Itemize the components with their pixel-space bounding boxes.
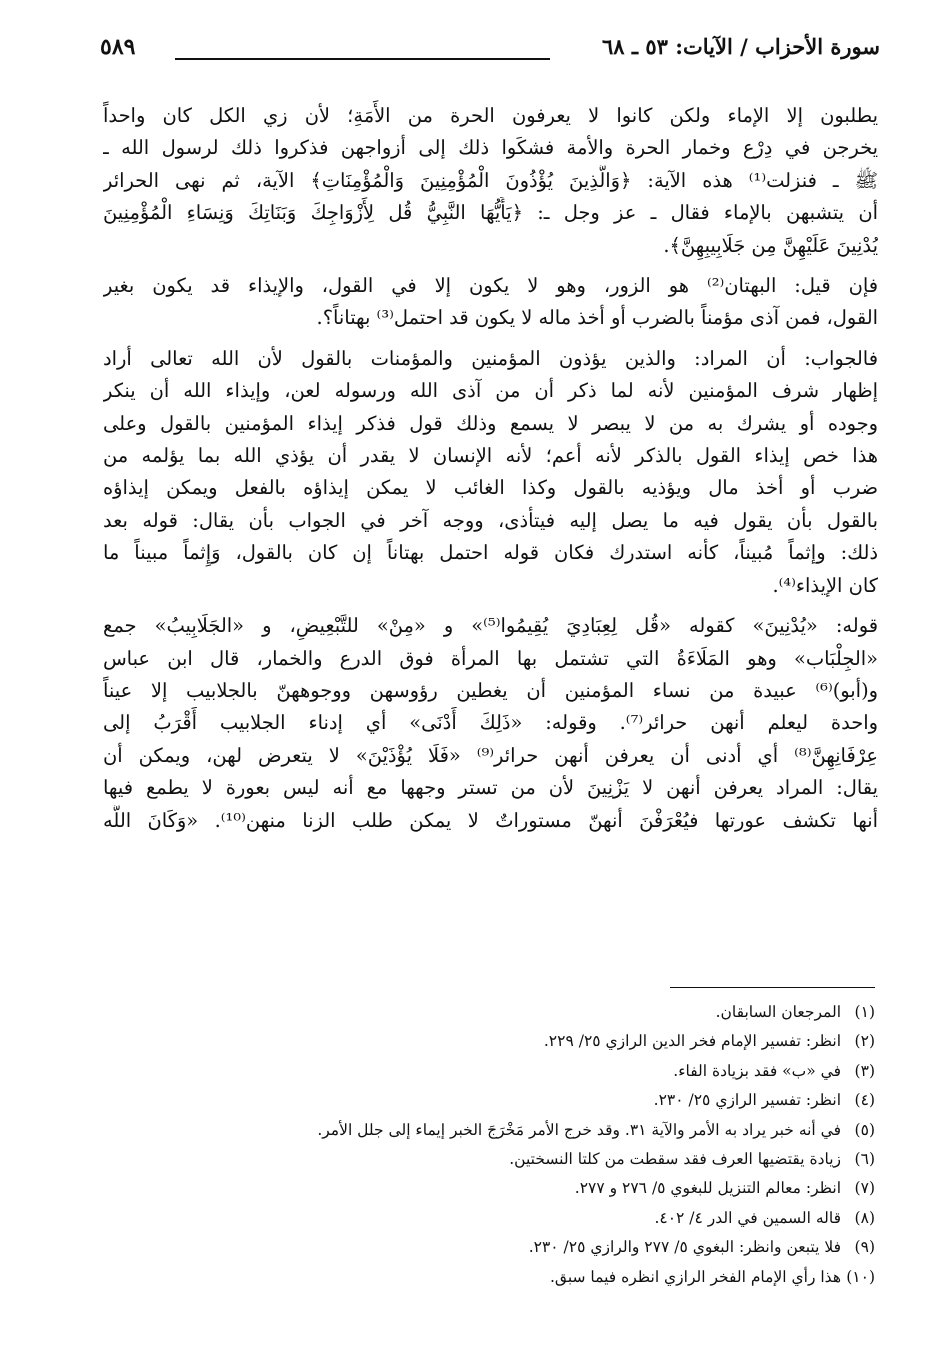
text-line: واحدة ليعلم أنهن حرائر⁽⁷⁾. وقوله: «ذَلِكَ أَدْنَى» أي إدناء الجلابيب أَقْرَبُ إلى bbox=[103, 711, 878, 735]
text-line: ذلك: وإثماً مُبيناً، كأنه استدرك فكان قوله احتمل بهتاناً إن كان بالقول، وَإِثماً مبيناً ما bbox=[103, 541, 878, 565]
footnote-number: (١) bbox=[854, 1003, 875, 1021]
footnote-number: (٩) bbox=[854, 1238, 875, 1257]
footnote bbox=[200, 1027, 875, 1056]
text-line: هذا خص إيذاء القول بالذكر لأنه أعم؛ لأنه الإنسان لا يقدر أن يؤذي الله بما يؤلمه من bbox=[103, 444, 878, 468]
footnote bbox=[200, 1233, 875, 1262]
footnote bbox=[200, 1057, 875, 1086]
footnote-text: في أنه خبر يراد به الأمر والآية ٣١. وقد خرج الأمر مَخْرَجَ الخبر إيماء إلى جلل الأمر. bbox=[317, 1120, 841, 1139]
text-line: بالقول بأن يقول فيه ما يصل إليه فيتأذى، ووجه آخر في الجواب بأن يقال: قوله بعد bbox=[103, 508, 878, 532]
footnote-number: (٤) bbox=[854, 1091, 875, 1110]
footnote-number: (٧) bbox=[854, 1179, 875, 1198]
chapter-title: سورة الأحزاب / الآيات: ٥٣ ـ ٦٨ bbox=[602, 34, 880, 59]
paragraph-2 bbox=[103, 270, 878, 335]
paragraph-3 bbox=[103, 343, 878, 602]
footnote-text: قاله السمين في الدر ٤/ ٤٠٢. bbox=[654, 1208, 841, 1227]
footnote-text: انظر: تفسير الإمام فخر الدين الرازي ٢٥/ ٢٢٩. bbox=[543, 1032, 841, 1051]
text-line: فالجواب: أن المراد: والذين يؤذون المؤمنين والمؤمنات بالقول لأن الله تعالى أراد bbox=[103, 346, 878, 370]
text-line: عِرْفَانِهِنَّ⁽⁸⁾ أي أدنى أن يعرفن أنهن حرائر⁽⁹⁾ «فَلَا يُؤْذَيْنَ» لا يتعرض لهن، ويمكن أن bbox=[103, 743, 878, 767]
footnote-text: المرجعان السابقان. bbox=[715, 1003, 841, 1021]
page-number: ٥٨٩ bbox=[100, 34, 136, 60]
text-line: وجوده أو يشرك به من لا يبصر لا يسمع وذلك قول فذكر إيذاء المؤمنين بالقول وعلى bbox=[103, 411, 878, 435]
footnote-text: فلا يتبعن وانظر: البغوي ٥/ ٢٧٧ والرازي ٢٥/ ٢٣٠. bbox=[528, 1238, 841, 1257]
text-line: أن يتشبهن بالإماء فقال ـ عز وجل ـ: ﴿يَأَيُّهَا النَّبِيُّ قُل لِأَزْوَاجِكَ وَبَنَاتِكَ وَنِسَاءِ الْمُؤْمِنِينَ bbox=[103, 201, 878, 225]
text-line: «الجِلْبَاب» وهو المَلَاءَةُ التي تشتمل بها المرأة فوق الدرع والخمار، قال ابن عباس bbox=[103, 646, 878, 670]
running-header bbox=[100, 30, 880, 70]
footnote-text: زيادة يقتضيها العرف فقد سقطت من كلتا النسختين. bbox=[509, 1150, 841, 1169]
footnote-text: في «ب» فقد بزيادة الفاء. bbox=[673, 1061, 841, 1080]
text-line: و(أبو)⁽⁶⁾ عبيدة من نساء المؤمنين أن يغطين رؤوسهن ووجوههنّ بالجلابيب إلا عيناً bbox=[103, 678, 878, 702]
text-line: ضرب أو أخذ مال ويؤذيه بالقول وكذا الغائب لا يمكن إيذاؤه بالفعل ويمكن إيذاؤه bbox=[103, 476, 878, 500]
footnotes bbox=[200, 998, 875, 1292]
footnote bbox=[200, 1116, 875, 1145]
text-line: يخرجن في دِرْع وخمار الحرة والأمة فشكَوا ذلك إلى أزواجهن فذكروا ذلك لرسول الله ـ bbox=[103, 136, 878, 160]
text-line: كان الإيذاء⁽⁴⁾. bbox=[772, 573, 878, 597]
text-line: إظهار شرف المؤمنين لأنه لما ذكر أن من آذى الله ورسوله لعن، وإيذاء الله أن ينكر bbox=[103, 379, 878, 403]
footnote bbox=[200, 1174, 875, 1203]
text-line: ﷺ ـ فنزلت⁽¹⁾ هذه الآية: ﴿وَالَّذِينَ يُؤْذُونَ الْمُؤْمِنِينَ وَالْمُؤْمِنَاتِ﴾ الآية، ثم نهى الحرائر bbox=[103, 168, 878, 192]
text-line: القول، فمن آذى مؤمناً بالضرب أو أخذ ماله لا يكون قد احتمل⁽³⁾ بهتاناً؟. bbox=[316, 306, 878, 330]
text-line: أنها تكشف عورتها فيُعْرَفْنَ أنهنّ مستوراتٌ لا يمكن طلب الزنا منهن⁽¹⁰⁾. «وَكَانَ اللَّه bbox=[103, 808, 878, 832]
footnote bbox=[200, 1263, 875, 1292]
footnote-number: (٦) bbox=[854, 1150, 875, 1169]
text-line: قوله: «يُدْنِينَ» كقوله «قُل لِعِبَادِيَ يُقِيمُوا⁽⁵⁾» و «مِنْ» للتَّبْعِيضِ، و «الجَلَابِيبُ» جمع bbox=[103, 614, 878, 638]
text-line: فإن قيل: البهتان⁽²⁾ هو الزور، وهو لا يكون إلا في القول، والإيذاء قد يكون بغير bbox=[103, 274, 878, 298]
header-rule bbox=[175, 58, 550, 60]
footnote-number: (٣) bbox=[854, 1061, 875, 1080]
footnote-number: (٨) bbox=[854, 1208, 875, 1227]
footnote-text: هذا رأي الإمام الفخر الرازي انظره فيما سبق. bbox=[549, 1267, 841, 1286]
text-line: يطلبون إلا الإماء ولكن كانوا لا يعرفون الحرة من الأَمَةِ؛ لأن زي الكل كان واحداً bbox=[103, 104, 878, 127]
footnote bbox=[200, 1086, 875, 1115]
footnote bbox=[200, 1145, 875, 1174]
footnote-number: (٥) bbox=[854, 1120, 875, 1139]
paragraph-1 bbox=[103, 100, 878, 262]
text-line: يُدْنِينَ عَلَيْهِنَّ مِن جَلَابِيبِهِنَّ﴾. bbox=[663, 233, 878, 257]
main-text bbox=[103, 100, 878, 837]
footnote-number: (٢) bbox=[854, 1032, 875, 1051]
footnote bbox=[200, 998, 875, 1027]
footnote bbox=[200, 1204, 875, 1233]
paragraph-4 bbox=[103, 610, 878, 837]
footnote-text: انظر: معالم التنزيل للبغوي ٥/ ٢٧٦ و ٢٧٧. bbox=[574, 1179, 841, 1198]
footnote-number: (١٠) bbox=[846, 1267, 875, 1286]
text-line: يقال: المراد يعرفن أنهن لا يَزْنِينَ لأن من تستر وجهها مع أنه ليس بعورة لا يطمع فيها bbox=[103, 776, 878, 800]
footnote-text: انظر: تفسير الرازي ٢٥/ ٢٣٠. bbox=[653, 1091, 841, 1110]
footnote-separator bbox=[670, 987, 875, 988]
